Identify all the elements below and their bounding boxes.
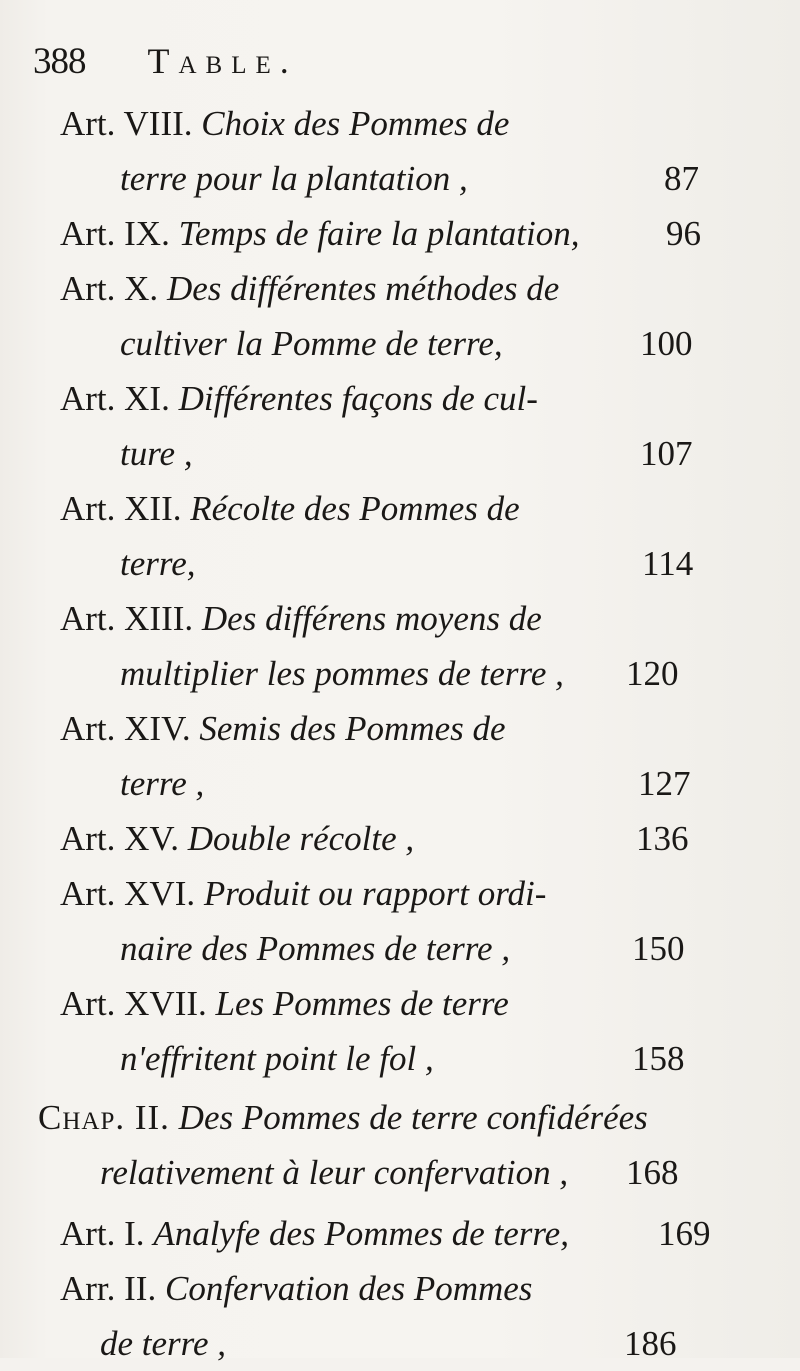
page-ref: 150	[632, 929, 685, 968]
page-ref: 169	[658, 1214, 711, 1253]
page-ref: 107	[640, 434, 693, 473]
entry-title: cultiver la Pomme de terre,	[120, 324, 503, 363]
page-ref: 87	[664, 159, 699, 198]
article-number: Art. XIV.	[60, 709, 191, 748]
table-of-contents	[0, 96, 800, 1371]
entry-title: Des différentes méthodes de	[166, 269, 560, 308]
toc-line	[0, 151, 800, 206]
toc-line	[0, 921, 800, 976]
entry-title: terre ,	[120, 764, 205, 803]
article-number: Art. X.	[60, 269, 159, 308]
toc-line	[0, 1031, 800, 1086]
article-number: Arr. II.	[60, 1269, 157, 1308]
page-ref: 96	[666, 214, 701, 253]
toc-line	[0, 866, 800, 921]
toc-line	[0, 96, 800, 151]
toc-line	[0, 261, 800, 316]
entry-title: Des différens moyens de	[201, 599, 542, 638]
toc-line	[0, 811, 800, 866]
entry-title: Double récolte ,	[187, 819, 415, 858]
toc-line	[0, 756, 800, 811]
toc-line	[0, 316, 800, 371]
article-number: Art. VIII.	[60, 104, 193, 143]
toc-line	[0, 976, 800, 1031]
toc-line	[0, 371, 800, 426]
toc-line	[0, 1316, 800, 1371]
entry-title: relativement à leur confervation ,	[100, 1153, 569, 1192]
entry-title: terre,	[120, 544, 196, 583]
page-number: 388	[33, 41, 86, 82]
toc-line	[0, 1206, 800, 1261]
chapter-number: Chap. II.	[38, 1098, 170, 1137]
running-title: Table.	[147, 41, 298, 81]
entry-title: Différentes façons de cul-	[178, 379, 538, 418]
toc-line	[0, 646, 800, 701]
entry-title: ture ,	[120, 434, 193, 473]
page-ref: 127	[638, 764, 691, 803]
toc-line	[0, 1090, 800, 1145]
toc-line	[0, 591, 800, 646]
entry-title: Semis des Pommes de	[199, 709, 506, 748]
toc-line	[0, 1261, 800, 1316]
page-ref: 186	[624, 1324, 677, 1363]
entry-title: multiplier les pommes de terre ,	[120, 654, 564, 693]
entry-title: Produit ou rapport ordi-	[203, 874, 547, 913]
entry-title: terre pour la plantation ,	[120, 159, 468, 198]
toc-line	[0, 426, 800, 481]
entry-title: Choix des Pommes de	[201, 104, 510, 143]
page-header	[33, 40, 298, 100]
article-number: Art. XI.	[60, 379, 170, 418]
entry-title: Confervation des Pommes	[164, 1269, 533, 1308]
article-number: Art. IX.	[60, 214, 170, 253]
toc-line	[0, 1145, 800, 1200]
page-ref: 114	[642, 544, 694, 583]
page-ref: 168	[626, 1153, 679, 1192]
article-number: Art. XVII.	[60, 984, 207, 1023]
entry-title: naire des Pommes de terre ,	[120, 929, 511, 968]
article-number: Art. XV.	[60, 819, 179, 858]
entry-title: n'effritent point le fol ,	[120, 1039, 434, 1078]
toc-line	[0, 206, 800, 261]
toc-line	[0, 481, 800, 536]
article-number: Art. I.	[60, 1214, 145, 1253]
entry-title: Des Pommes de terre confidérées	[178, 1098, 648, 1137]
article-number: Art. XVI.	[60, 874, 196, 913]
toc-line	[0, 701, 800, 756]
toc-line	[0, 536, 800, 591]
entry-title: Les Pommes de terre	[215, 984, 509, 1023]
page-ref: 120	[626, 654, 679, 693]
page-ref: 158	[632, 1039, 685, 1078]
page-ref: 100	[640, 324, 693, 363]
article-number: Art. XIII.	[60, 599, 194, 638]
entry-title: de terre ,	[100, 1324, 227, 1363]
entry-title: Récolte des Pommes de	[190, 489, 520, 528]
page-ref: 136	[636, 819, 689, 858]
entry-title: Temps de faire la plantation,	[178, 214, 580, 253]
article-number: Art. XII.	[60, 489, 182, 528]
entry-title: Analyfe des Pommes de terre,	[153, 1214, 569, 1253]
